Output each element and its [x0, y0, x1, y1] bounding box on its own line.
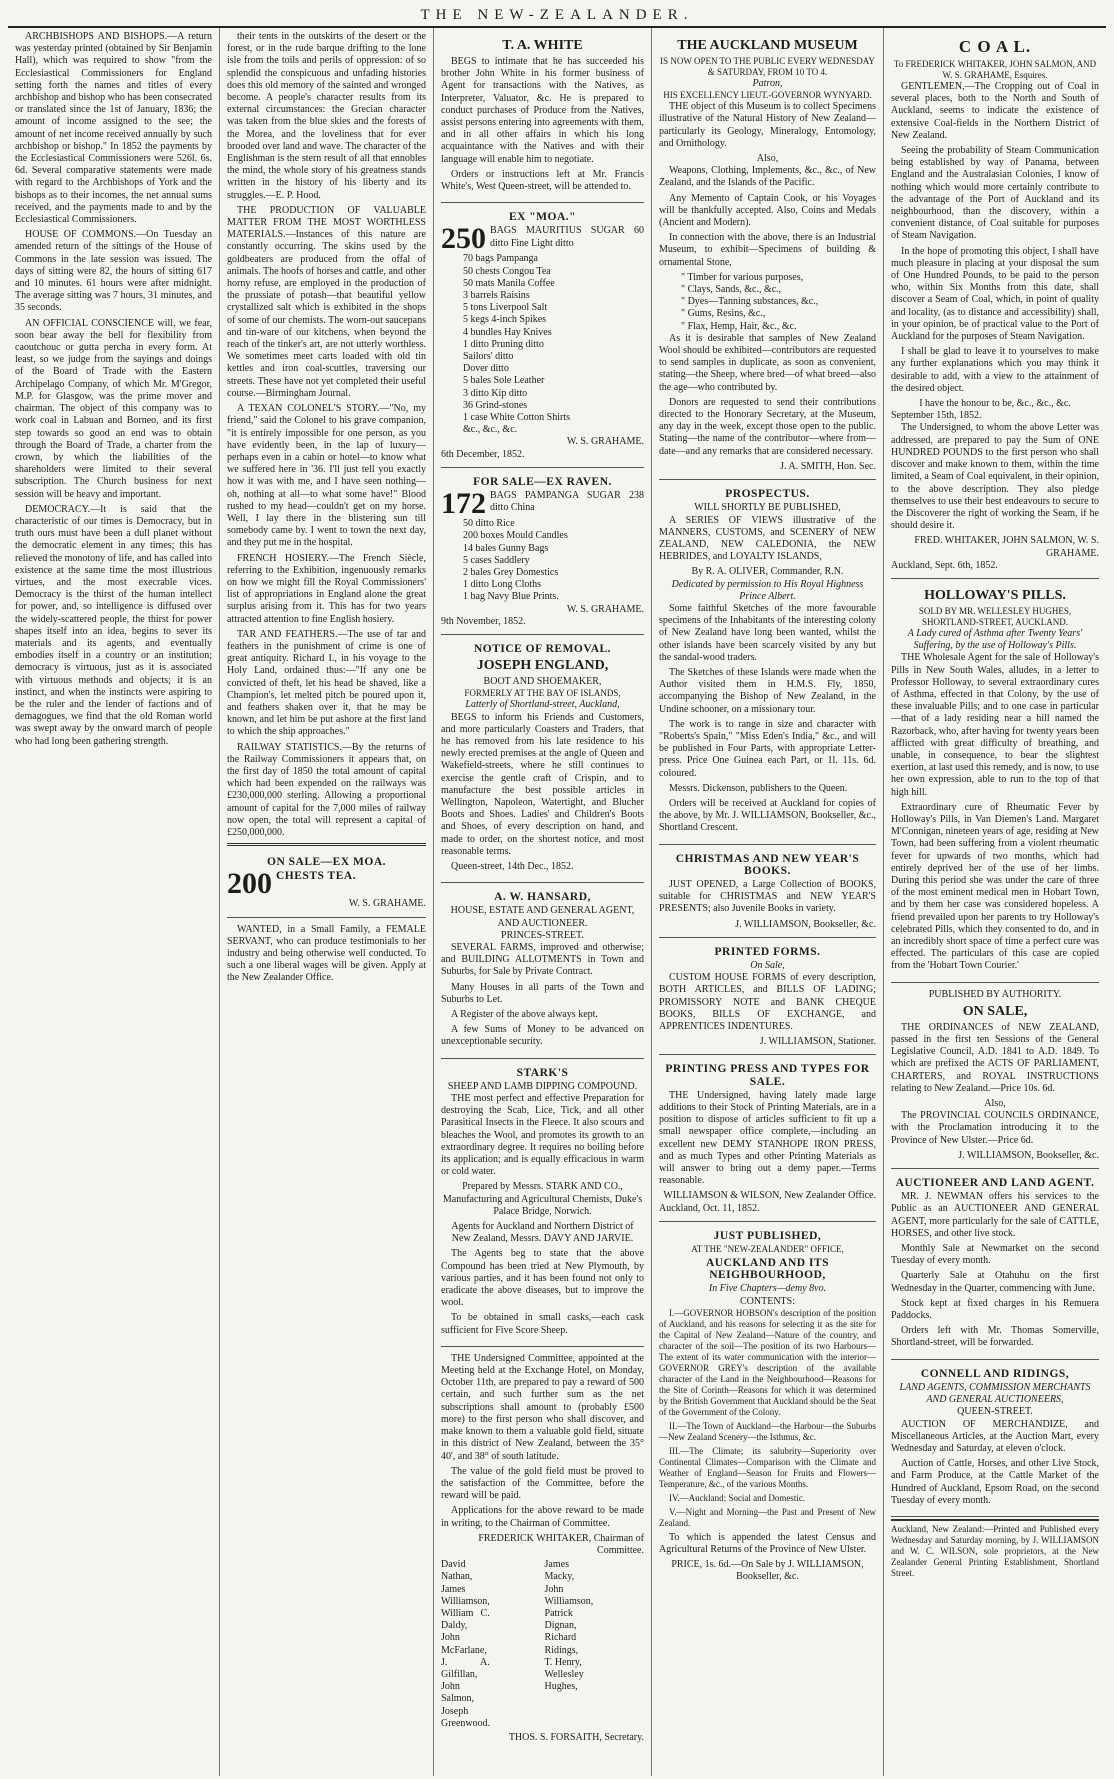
- hansard-body2: Many Houses in all parts of the Town and Suburbs to Let.: [441, 981, 644, 1005]
- museum-body2: Weapons, Clothing, Implements, &c., &c., of New Zealand, and the Islands of the Pacific.: [659, 165, 876, 189]
- tea-quantity: 200: [227, 867, 272, 901]
- stark-prep: Prepared by Messrs. STARK AND CO., Manufacturing and Agricultural Chemists, Duke's Palace Bridge, Norwich.: [442, 1181, 643, 1217]
- coal-sign: I have the honour to be, &c., &c., &c.: [919, 398, 1071, 410]
- holloway-body2: Extraordinary cure of Rheumatic Fever by Holloway's Pills, in Van Diemen's Land. Margaret M'Connigan, nineteen years of age, residing at New Town, had been suffering from a violent rheumatic fever for upwards of two months, which had entirely deprived her of the use of her limbs. During this period she was under the care of three of the most eminent medical men in Hobart Town, and by them her case was considered hopeless. A friend prevailed upon her parents to try Holloway's celebrated Pills, which they consented to do, and in an incredibly short space of time a perfect cure was effected. The particulars of this case are copied from the 'Hobart Town Courier.': [891, 801, 1099, 972]
- masthead: THE NEW-ZEALANDER.: [8, 4, 1106, 28]
- committee-member: John Williamson,: [544, 1583, 594, 1607]
- ad-raven: [441, 470, 644, 635]
- stark-agents: Agents for Auckland and Northern District of New Zealand, Messrs. DAVY AND JARVIE.: [451, 1221, 634, 1245]
- list-item: 50 mats Manila Coffee: [463, 277, 555, 289]
- newman-body3: Quarterly Sale at Otahuhu on the first Wednesday in the Quarter, commencing with June.: [891, 1270, 1099, 1294]
- ad-white: [441, 31, 644, 203]
- divider: [227, 843, 426, 846]
- pub-chapter-5: V.—Night and Morning—the Past and Present of New Zealand.: [659, 1506, 876, 1528]
- prospectus-body6: Orders will be received at Auckland for copies of the above, by Mr. J. WILLIAMSON, Bookseller, &c., Shortland Crescent.: [659, 797, 876, 834]
- pub-chapter-3: III.—The Climate; its salubrity—Superiority over Continental Climates—Comparison with the Climate and Weather of England—Season for Fruits and Flowers—Temperature, &c., of the various Months.: [659, 1445, 876, 1489]
- prospectus-header: PROSPECTUS.: [725, 488, 810, 501]
- xmas-sign: J. WILLIAMSON, Bookseller, &c.: [735, 918, 876, 930]
- pub-sub2: In Five Chapters—demy 8vo.: [708, 1283, 827, 1295]
- moa-date: 6th December, 1852.: [441, 448, 525, 460]
- newman-body2: Monthly Sale at Newmarket on the second Tuesday of every month.: [891, 1243, 1099, 1267]
- hansard-sub: HOUSE, ESTATE AND GENERAL AGENT, AND AUCTIONEER.: [450, 905, 635, 929]
- ad-printed-forms: [659, 940, 876, 1056]
- hansard-title: A. W. HANSARD,: [494, 891, 591, 904]
- committee-member: Richard Ridings,: [544, 1632, 579, 1656]
- list-item: &c., &c., &c.: [463, 424, 518, 436]
- raven-date: 9th November, 1852.: [441, 615, 526, 627]
- coal-body5: The Undersigned, to whom the above Letter was addressed, are prepared to pay the Sum of ONE HUNDRED POUNDS to the first person who shall discover and make known to them, within the time limited, a Seam of Coal equivalent, in their opinion, to the above description. They also pledge themselves to use their best endeavours to secure to the Discoverer the right of working the Seam, if he should desire it.: [891, 422, 1100, 532]
- committee-member: David Nathan,: [441, 1559, 473, 1583]
- removal-header: NOTICE OF REMOVAL.: [473, 642, 612, 655]
- article-valuable-matter: THE PRODUCTION OF VALUABLE MATTER FROM THE MOST WORTHLESS MATERIALS.—Instances of this nature are constantly occurring. The skins used by the goldbeaters are produced from the offal of animals. The hoofs of horses and cattle, and other horny refuse, are employed in the production of the prussiate of potash—that beautiful yellow crystallized salt which is exhibited in the shops of some of our chemists. The worn-out saucepans and tin-ware of our kitchens, when beyond the reach of the tinker's art, are not utterly worthless. We sometimes meet carts loaded with old tin kettles and iron coal-scuttles, traversing our streets. These have not yet completed their useful course.—Birmingham Journal.: [227, 204, 426, 399]
- columns: [8, 28, 1106, 1776]
- press-date: Auckland, Oct. 11, 1852.: [659, 1202, 760, 1214]
- museum-items: [659, 272, 876, 333]
- connell-sub: LAND AGENTS, COMMISSION MERCHANTS AND GENERAL AUCTIONEERS,: [899, 1381, 1091, 1406]
- list-item: 50 chests Congou Tea: [463, 265, 551, 277]
- pub-contents: CONTENTS:: [740, 1295, 795, 1307]
- press-body: THE Undersigned, having lately made large additions to their Stock of Printing Materials, are in a position to dispose of articles sufficient to fit up a small newspaper office complete,—including an excellent new DEMY STANHOPE IRON PRESS, and as much Types and other Printing Materials as will answer to bring out a demy paper.—Terms reasonable.: [659, 1089, 876, 1187]
- museum-body5: As it is desirable that samples of New Zealand Wool should be exhibited—contributors are requested to send samples in duplicate, as soon as convenient, stating—the Sheep, where bred—of what breed—also the age—who contributed by.: [659, 332, 876, 393]
- xmas-body: JUST OPENED, a Large Collection of BOOKS, suitable for CHRISTMAS and NEW YEAR'S PRESENTS; also Juvenile Books in variety.: [659, 878, 876, 915]
- ad-wanted: [227, 920, 426, 994]
- list-item: " Flax, Hemp, Hair, &c., &c.: [681, 320, 797, 332]
- stark-title: STARK'S: [516, 1066, 569, 1079]
- pub-price: PRICE, 1s. 6d.—On Sale by J. WILLIAMSON, Bookseller, &c.: [671, 1559, 864, 1583]
- coal-to: To FREDERICK WHITAKER, JOHN SALMON, AND W. S. GRAHAME, Esquires.: [893, 59, 1097, 80]
- pub-chapter-2: II.—The Town of Auckland—the Harbour—the Suburbs—New Zealand Scenery—the Isthmus, &c.: [659, 1420, 876, 1442]
- auth-sale: ON SALE,: [962, 1003, 1028, 1019]
- prospectus-body5: Messrs. Dickenson, publishers to the Queen.: [669, 782, 848, 794]
- list-item: 1 case White Cotton Shirts: [463, 412, 571, 424]
- list-item: 50 ditto Rice: [463, 518, 515, 530]
- holloway-italic: A Lady cured of Asthma after Twenty Years' Suffering, by the use of Holloway's Pills.: [907, 627, 1083, 652]
- committee-member: James Williamson,: [441, 1583, 490, 1607]
- tea-seller: W. S. GRAHAME.: [348, 898, 426, 910]
- tea-sale-header: ON SALE—EX MOA.: [267, 856, 386, 869]
- list-item: Dover ditto: [463, 363, 509, 375]
- museum-patron: Patron,: [752, 78, 783, 89]
- list-item: Sailors' ditto: [463, 351, 514, 363]
- article-archbishops: ARCHBISHOPS AND BISHOPS.—A return was yesterday printed (obtained by Sir Benjamin Hall), which was required to show "from the Ecclesiastical Commissioners for England setting forth the names and titles of every archbishop and bishop who has been consecrated or translated since the 1st of January, 1836; the amount of income assigned to the see; the amount of net income received annually by such archbishop or bishop." In 1852 the payments by the Ecclesiastical Commissioners were 526l. 6s. 6d. Several comparative statements were made with regard to the Archbishops of York and the bishops as to their incomes, the net annual sums received, and the payments made to and by the Ecclesiastical Commissioners.: [15, 31, 212, 226]
- committee-chair: FREDERICK WHITAKER, Chairman of Committee.: [478, 1532, 644, 1556]
- article-tar-feathers: TAR AND FEATHERS.—The use of tar and feathers in the punishment of crime is one of great antiquity. Richard I., in his voyage to the Holy Land, ordained thus:—"If any one be convicted of theft, let his head be shaved, like a Champion's, let melted pitch be poured upon it, and feathers shaken over it, that he may be known, and let him be put ashore at the first land to which the ship approaches.": [227, 628, 426, 738]
- prospectus-body: A SERIES OF VIEWS illustrative of the MANNERS, CUSTOMS, and SCENERY of NEW ZEALAND, NEW CALEDONIA, the NEW HEBRIDES, and LOYALTY ISLANDS,: [659, 514, 876, 563]
- ad-gold-committee: [441, 1349, 644, 1750]
- raven-first-line: BAGS PAMPANGA SUGAR 238 ditto China: [490, 490, 644, 514]
- list-item: 5 tons Liverpool Salt: [463, 302, 548, 314]
- ad-printing-press: [659, 1057, 876, 1221]
- list-item: 1 ditto Long Cloths: [463, 579, 542, 591]
- article-texan-colonel: A TEXAN COLONEL'S STORY.—"No, my friend," said the Colonel to his grave companion, "it is entirely impossible for one person, as you have evidently been, in the lap of luxury—perhaps even in a cabin or hotel—to know what we suffered here in '36. I'll just tell you exactly how it was with me, and I have seen nothing—oh, nothing at all—to what some have!" Blood rushed to my head—couldn't get on my horse. Well, I lay there in the blistering sun till somebody came by. I went to town the next day, and they put me in the hospital.: [227, 403, 426, 549]
- committee-member: James Macky,: [544, 1559, 575, 1583]
- list-item: 5 cases Saddlery: [463, 554, 530, 566]
- ad-newman: [891, 1171, 1099, 1360]
- forms-header: PRINTED FORMS.: [714, 945, 821, 958]
- list-item: 2 bales Grey Domestics: [463, 566, 559, 578]
- coal-date: September 15th, 1852.: [891, 410, 982, 422]
- museum-body: THE object of this Museum is to collect Specimens illustrative of the Natural History of New Zealand—particularly its Geology, Mineralogy, Entomology, and Ornithology.: [659, 101, 876, 149]
- hansard-body4: A few Sums of Money to be advanced on unexceptionable security.: [441, 1024, 644, 1048]
- stark-sub: SHEEP AND LAMB DIPPING COMPOUND.: [447, 1080, 638, 1092]
- tea-label: CHESTS TEA.: [276, 870, 357, 883]
- museum-body4: In connection with the above, there is an Industrial Museum, to exhibit—Specimens of building & ornamental Stone,: [659, 232, 876, 268]
- moa-items: [441, 253, 644, 436]
- committee-body3: Applications for the above reward to be made in writing, to the Chairman of Committee.: [441, 1505, 644, 1529]
- ad-tea: [227, 850, 426, 917]
- england-sub2: FORMERLY AT THE BAY OF ISLANDS,: [464, 688, 621, 699]
- article-house-of-commons: HOUSE OF COMMONS.—On Tuesday an amended return of the sittings of the House of Commons in the late session was issued. The days of sitting were 82, the hours of sitting 617 and 10 minutes. 61 hours were after midnight. The average sitting was 7 hours, 31 minutes, and 35 seconds.: [15, 229, 212, 314]
- white-body: BEGS to intimate that he has succeeded his brother John White in his former business of Agent for transactions with the Natives, as Interpreter, Valuator, &c. He is prepared to conduct purchases of Produce from the Natives, assist persons entering into agreements with them, and in all other affairs in which his long acquaintance with the Natives and with their language will enable him to negotiate.: [441, 56, 644, 165]
- connell-body: AUCTION OF MERCHANDIZE, and Miscellaneous Articles, at the Auction Mart, every Wednesday and Saturday, at eleven o'clock.: [891, 1418, 1099, 1454]
- prospectus-by: By R. A. OLIVER, Commander, R.N.: [691, 566, 844, 578]
- holloway-body: THE Wholesale Agent for the sale of Holloway's Pills in New South Wales, alludes, in a letter to Professor Holloway, to several extraordinary cures of Asthma, effected in that Colony, by the use of these invaluable Pills; and to one case in particular—that of a lady residing near a hill named the Razorback, who, after having for twenty years been afflicted with great difficulty of breathing, and unable, in consequence, to bear the slightest exertion, at last used this remedy, and is now, to use her own expression, able to run to the top of that high hill.: [891, 652, 1099, 798]
- committee-member: John Salmon,: [441, 1681, 475, 1705]
- england-date: Queen-street, 14th Dec., 1852.: [451, 860, 574, 872]
- raven-items: [441, 518, 644, 603]
- list-item: " Timber for various purposes,: [681, 271, 804, 283]
- pub-title: AUCKLAND AND ITS NEIGHBOURHOOD,: [705, 1257, 830, 1282]
- prospectus-body3: The Sketches of these Islands were made when the Author visited them in H.M.S. Fly, 1850, accompanying the Bishop of New Zealand, in the Undine schooner, on a missionary tour.: [659, 666, 876, 715]
- raven-quantity: 172: [441, 487, 486, 521]
- list-item: 1 ditto Pruning ditto: [463, 338, 544, 350]
- list-item: " Gums, Resins, &c.,: [681, 308, 766, 320]
- ad-authority: [891, 985, 1099, 1169]
- connell-body2: Auction of Cattle, Horses, and other Live Stock, and Farm Produce, at the Cattle Market of the Hundred of Auckland, Epsom Road, on the second Tuesday of every month.: [891, 1458, 1099, 1506]
- england-title: JOSEPH ENGLAND,: [476, 658, 609, 674]
- ad-just-published: [659, 1224, 876, 1590]
- article-french-hosiery: FRENCH HOSIERY.—The French Siècle, referring to the Exhibition, ingenuously remarks on how we might fill the Royal Commissioners' list of appropriations in England alone the great surplus arising from it. This has for two years attracted attention to fine English hosiery.: [227, 552, 426, 625]
- column-2: [220, 28, 434, 1776]
- list-item: 200 boxes Mould Candles: [463, 530, 568, 542]
- article-democracy: DEMOCRACY.—It is said that the characteristic of our times is Democracy, but in truth ours must have been a dull planet without the democratic element in any times; this has relieved the monotony of life, and has called into existence at the same time the most illustrious virtues, and the most execrable vices. Democracy is the thirst of the human intellect for power, and, so intelligence is diffused over the widely-scattered people, the thirst for power shapes itself into an idea, begins to sever its materials and its agents, and eventually embodies itself in a country or an institution; democracy is virtuous, just as it is associated with virtuous methods and objects; it is an instinct, and when the instincts were aspiring to be the ruler and the lender of factions and of demagogues, we find that the old Roman world was swept away by the onward march of people who had long been gathering strength.: [15, 503, 212, 747]
- moa-seller: W. S. GRAHAME.: [566, 436, 644, 448]
- ad-england: [441, 637, 644, 883]
- committee-member: Patrick Dignan,: [544, 1607, 577, 1632]
- column-3: [434, 28, 652, 1776]
- committee-member: Wellesley Hughes,: [544, 1668, 584, 1693]
- coal-body: GENTLEMEN,—The Cropping out of Coal in several places, both to the North and South of Auckland, seems to indicate the existence of extensive Coal-fields in the Northern District of New Zealand.: [891, 81, 1099, 141]
- prospectus-body4: The work is to range in size and character with "Roberts's Spain," "Miss Eden's India," &c., and will be published in Four Parts, with appropriate Letter-press. Price One Guinea each Part, or 1l. 11s. 6d. coloured.: [659, 718, 876, 779]
- auth-sign: J. WILLIAMSON, Bookseller, &c.: [958, 1149, 1099, 1161]
- list-item: 3 barrels Raisins: [463, 290, 530, 302]
- ad-coal: [891, 31, 1099, 579]
- xmas-header: CHRISTMAS AND NEW YEAR'S BOOKS.: [675, 852, 860, 877]
- ad-connell: [891, 1362, 1099, 1517]
- list-item: 36 Grind-stones: [463, 399, 528, 411]
- pub-chapter-4: IV.—Auckland: Social and Domestic.: [669, 1492, 806, 1503]
- wanted-body: WANTED, in a Small Family, a FEMALE SERVANT, who can produce testimonials to her industry and being otherwise well conducted. To such a one liberal wages will be given. Apply at the New Zealander Office.: [227, 923, 426, 984]
- committee-body: THE Undersigned Committee, appointed at the Meeting held at the Exchange Hotel, on Monday, October 11th, are prepared to pay a reward of 500 certain, and such further sum as the net subscriptions shall amount to (probably £500 more) to the first person who shall discover, and make known to them a valuable gold field, situate in this district of New Zealand, between the 35° 40', and 38° of south latitude.: [441, 1352, 644, 1462]
- moa-header: EX "MOA.": [508, 211, 577, 224]
- museum-sub: IS NOW OPEN TO THE PUBLIC EVERY WEDNESDAY & SATURDAY, FROM 10 TO 4.: [660, 56, 875, 77]
- coal-names: FRED. WHITAKER, JOHN SALMON, W. S. GRAHAME.: [914, 535, 1099, 559]
- museum-sign: J. A. SMITH, Hon. Sec.: [780, 460, 876, 472]
- holloway-title: HOLLOWAY'S PILLS.: [924, 587, 1066, 603]
- museum-patron2: HIS EXCELLENCY LIEUT.-GOVERNOR WYNYARD.: [663, 90, 872, 101]
- list-item: " Dyes—Tanning substances, &c.,: [681, 296, 819, 308]
- newman-body5: Orders left with Mr. Thomas Somerville, Shortland-street, will be forwarded.: [891, 1325, 1099, 1349]
- article-railway-statistics: RAILWAY STATISTICS.—By the returns of the Railway Commissioners it appears that, on the first day of 1850 the total amount of capital which had been expended on the railways was £230,000,000 sterling. Allowing a proportional amount of capital for the 7,000 miles of railway now open, the total will represent a capital of £250,000,000.: [227, 741, 426, 838]
- committee-secretary: THOS. S. FORSAITH, Secretary.: [508, 1731, 644, 1743]
- ad-holloway: [891, 581, 1099, 983]
- white-orders: Orders or instructions left at Mr. Francis White's, West Queen-street, will be attended to.: [441, 168, 644, 193]
- list-item: 14 bales Gunny Bags: [463, 542, 549, 554]
- auth-also: Also,: [984, 1098, 1006, 1110]
- pub-note: To which is appended the latest Census and Agricultural Returns of the Province of New Ulster.: [659, 1531, 876, 1556]
- stark-body3: To be obtained in small casks,—each cask sufficient for Five Score Sheep.: [441, 1312, 644, 1336]
- forms-sale: On Sale,: [750, 960, 785, 971]
- hansard-body: SEVERAL FARMS, improved and otherwise; and BUILDING ALLOTMENTS in Town and Suburbs, for Sale by Private Contract.: [441, 941, 644, 978]
- list-item: 3 ditto Kip ditto: [463, 387, 528, 399]
- committee-member: J. A. Gilfillan,: [441, 1656, 490, 1680]
- raven-seller: W. S. GRAHAME.: [566, 603, 644, 615]
- coal-date2: Auckland, Sept. 6th, 1852.: [891, 559, 998, 571]
- pub-sub: AT THE "NEW-ZEALANDER" OFFICE,: [691, 1244, 844, 1255]
- newman-body4: Stock kept at fixed charges in his Remuera Paddocks.: [891, 1297, 1099, 1322]
- ad-museum: [659, 31, 876, 480]
- raven-header: FOR SALE—EX RAVEN.: [473, 475, 612, 488]
- connell-street: QUEEN-STREET.: [957, 1406, 1033, 1418]
- ad-stark: [441, 1061, 644, 1347]
- museum-body3: Any Memento of Captain Cook, or his Voyages will be thankfully accepted. Also, Coins and Medals (Ancient and Modern).: [659, 192, 876, 229]
- imprint: Auckland, New Zealand:—Printed and Published every Wednesday and Saturday morning, by J. WILLIAMSON and W. C. WILSON, sole proprietors, at the New Zealander General Printing Establishment, Shortland Street.: [891, 1519, 1099, 1579]
- hansard-street: PRINCES-STREET.: [501, 929, 584, 941]
- column-5: [884, 28, 1106, 1776]
- coal-body4: I shall be glad to leave it to yourselves to make any further explanations which you may think it desirable to add, with a view to the attainment of the desired object.: [891, 346, 1099, 394]
- committee-member: Joseph Greenwood.: [441, 1705, 491, 1729]
- moa-quantity: 250: [441, 222, 486, 256]
- forms-sign: J. WILLIAMSON, Stationer.: [759, 1036, 876, 1048]
- list-item: 5 kegs 4-inch Spikes: [463, 314, 547, 326]
- coal-body3: In the hope of promoting this object, I shall have much pleasure in placing at your disposal the sum of One Hundred Pounds, to be paid to the person who, within Six Months from this date, shall discover a Seam of Coal, which, in point of quality and locality, (as to distance and accessibility) shall, in your opinion, be of practical value to the Port of Auckland for the purposes of Steam Navigation.: [891, 245, 1099, 343]
- pub-chapter-1: I.—GOVERNOR HOBSON's description of the position of Auckland, and his reasons for selecting it as the site for the Capital of New Zealand—Nature of the country, and character of the soil—The position of its two Harbours—The extent of its water communication with the interior—GOVERNOR GREY's description of the available character of the Land in the Neighbourhood—Reasons for the Site of Corinth—Reasons for which it was determined by the British Government that Auckland should be the Seat of the Government of the Colony.: [659, 1307, 876, 1417]
- museum-also: Also,: [756, 153, 779, 165]
- england-sub3: Latterly of Shortland-street, Auckland,: [465, 699, 620, 711]
- coal-title: C O A L.: [958, 37, 1032, 56]
- forms-body: CUSTOM HOUSE FORMS of every description, BOTH ARTICLES, and BILLS OF LADING; PROMISSORY NOTE and BANK CHEQUE BOOKS, BILLS OF EXCHANGE, and APPRENTICES INDENTURES.: [659, 972, 876, 1033]
- committee-member: T. Henry,: [544, 1656, 582, 1668]
- auth-header: PUBLISHED BY AUTHORITY.: [928, 988, 1062, 1000]
- holloway-sub: SOLD BY MR. WELLESLEY HUGHES, SHORTLAND-STREET, AUCKLAND.: [918, 605, 1072, 627]
- museum-body6: Donors are requested to send their contributions directed to the Honorary Secretary, at the Museum, any day in the week, except those open to the public. Stating—the name of the contributor—where from—date—and any remarks that are considered necessary.: [659, 396, 876, 457]
- connell-title: CONNELL AND RIDINGS,: [920, 1367, 1070, 1380]
- column-4: [652, 28, 884, 1776]
- coal-body2: Seeing the probability of Steam Communication being established by way of Panama, between England and the Australasian Colonies, I know of nothing which would more certainly contribute to the advantage of the Port of Auckland and its neighbourhood, than the discovery, within a convenient distance, of Coal suitable for purposes of Steam Navigation.: [891, 145, 1099, 242]
- england-body: BEGS to inform his Friends and Customers, and more particularly Coasters and Traders, that he has removed from his late residence to his newly erected premises at the angle of Queen and Wakefield-streets, where he still continues to exercise the gentle craft of Crispin, and to manufacture the best possible articles in Wellington, Napoleon, Watertight, and Blucher Boots and Shoes. Ladies' and Children's Boots and Shoes, of every description on hand, and made to order, on the shortest notice, and most reasonable terms.: [441, 711, 644, 857]
- england-sub: BOOT AND SHOEMAKER,: [483, 676, 602, 688]
- pub-header: JUST PUBLISHED,: [713, 1229, 822, 1242]
- auth-body2: The PROVINCIAL COUNCILS ORDINANCE, with the Proclamation introducing it to the Province of New Ulster.—Price 6d.: [891, 1110, 1099, 1146]
- stark-body2: The Agents beg to state that the above Compound has been tried at New Plymouth, by various parties, and it has been found not only to eradicate the above diseases, but to improve the wool.: [441, 1248, 644, 1309]
- prospectus-title: WILL SHORTLY BE PUBLISHED,: [694, 502, 841, 514]
- ad-moa: [441, 205, 644, 468]
- moa-first-line: BAGS MAURITIUS SUGAR 60 ditto Fine Light ditto: [490, 225, 644, 249]
- list-item: 1 bag Navy Blue Prints.: [463, 591, 559, 603]
- museum-title: THE AUCKLAND MUSEUM: [677, 38, 858, 53]
- article-character: their tents in the outskirts of the desert or the forest, or in the rude barque drifting to the lone isle from the toils and perils of oppression: of so splendid the conspicuous and unfading histories does this old memory of the sainted and wronged become. A people's character results from its external circumstances: the Grecian character was taken from the blue skies and the forests of the Morea, and the loveliness that for ever brooded over land and wave. The character of the Englishman is the stern result of all that ennobles the mind, the whole story of his greatness stands written in the history of his liberty and its struggles.—E. P. Hood.: [227, 31, 426, 201]
- committee-names: [441, 1559, 644, 1730]
- press-header: PRINTING PRESS AND TYPES FOR SALE.: [665, 1063, 870, 1088]
- list-item: 5 bales Sole Leather: [463, 375, 545, 387]
- committee-member: John McFarlane,: [441, 1632, 487, 1656]
- hansard-body3: A Register of the above always kept.: [451, 1009, 598, 1020]
- column-1: [8, 28, 220, 1776]
- white-title: T. A. WHITE: [502, 38, 583, 53]
- list-item: 4 bundles Hay Knives: [463, 326, 552, 338]
- article-official-conscience: AN OFFICIAL CONSCIENCE will, we fear, soon bear away the bell for flexibility from caoutchouc or gutta percha in every form. At least, so we judge from the sayings and doings of the Board of Trade with the Eastern Archipelago Company, of which Mr. M'Gregor, M.P. for Glasgow, was the prime mover and chairman. The object of this company was to work coal in Labuan and Borneo, and its first step towards so good an end was to obtain through the Board of Trade, a charter from the crown, by which the liabilities of the shareholders were limited to their several subscription. The Church business for next session will be heavy and important.: [15, 317, 212, 500]
- press-sign: WILLIAMSON & WILSON, New Zealander Office.: [663, 1190, 876, 1202]
- list-item: " Clays, Sands, &c., &c.,: [681, 284, 782, 296]
- newman-body: MR. J. NEWMAN offers his services to the Public as an AUCTIONEER AND GENERAL AGENT, more particularly for the sale of CATTLE, HORSES, and other live stock.: [891, 1191, 1099, 1239]
- prospectus-body2: Some faithful Sketches of the more favourable specimens of the Inhabitants of the interesting colony of New Zealand have long been wanted, whilst the other islands have been scarcely visited by any but the sandal-wood traders.: [659, 602, 876, 663]
- newman-header: AUCTIONEER AND LAND AGENT.: [895, 1177, 1095, 1190]
- auth-body: THE ORDINANCES of NEW ZEALAND, passed in the first ten Sessions of the General Legislative Council, A.D. 1841 to A.D. 1849. To which are prefixed the ACTS OF PARLIAMENT, CHARTERS, and ROYAL INSTRUCTIONS relating to New Zealand.—Price 10s. 6d.: [891, 1021, 1099, 1094]
- ad-hansard: [441, 885, 644, 1058]
- prospectus-dedication: Dedicated by permission to His Royal Highness Prince Albert.: [671, 578, 864, 602]
- committee-member: William C. Daldy,: [441, 1607, 490, 1632]
- ad-christmas-books: [659, 847, 876, 938]
- list-item: 70 bags Pampanga: [463, 253, 538, 265]
- committee-body2: The value of the gold field must be proved to the satisfaction of the Committee, before the reward will be paid.: [441, 1465, 644, 1502]
- stark-body: THE most perfect and effective Preparation for destroying the Scab, Lice, Tick, and all other Parasitical Insects in the Fleece. It also scours and bleaches the Wool, and promotes its growth to an extraordinary degree. It requires no boiling before its application; and is equally efficacious in warm or cold water.: [441, 1093, 644, 1178]
- ad-prospectus: [659, 482, 876, 844]
